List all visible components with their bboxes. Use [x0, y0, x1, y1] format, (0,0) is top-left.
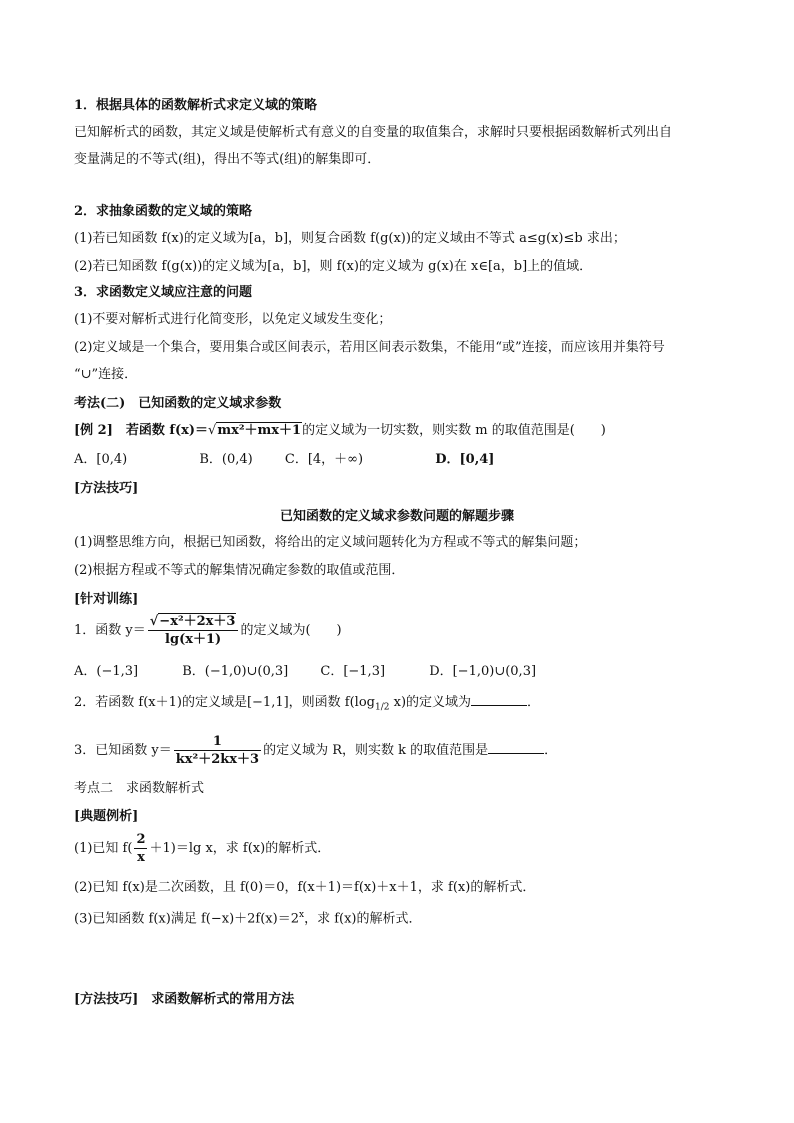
- paragraph: (1)不要对解析式进行化简变形，以免定义域发生变化；: [74, 312, 392, 327]
- option-b: B．(0,4): [199, 452, 253, 467]
- radicand: mx²＋mx＋1: [217, 423, 302, 438]
- option-a: A．[0,4): [74, 452, 128, 467]
- example-item: [74, 906, 421, 928]
- q3-prefix: 3．已知函数 y＝: [74, 743, 172, 758]
- answer-blank[interactable]: [488, 741, 544, 754]
- exponent: x: [298, 910, 305, 920]
- fraction-numerator: 1: [174, 734, 261, 751]
- paragraph: “∪”连接．: [74, 367, 138, 382]
- method-tag: [方法技巧] 求函数解析式的常用方法: [74, 992, 295, 1007]
- question-2: [74, 693, 540, 717]
- option-d: D．[0,4]: [435, 452, 495, 467]
- option-d: D．[−1,0)∪(0,3]: [429, 664, 537, 679]
- fraction-denominator: x: [137, 850, 145, 865]
- q1-prefix: 1．函数 y＝: [74, 623, 146, 638]
- answer-options: [74, 663, 536, 681]
- fraction-denominator: kx²＋2kx＋3: [175, 752, 260, 767]
- q3-stem: 的定义域为 R，则实数 k 的取值范围是: [263, 743, 489, 758]
- option-c: C．[4，＋∞): [284, 452, 364, 467]
- q2-stem: x)的定义域为: [389, 695, 472, 710]
- fraction-numerator: 2: [136, 832, 146, 847]
- q2-prefix: 2．若函数 f(x＋1)的定义域是[−1,1]，则函数 f(log: [74, 695, 375, 710]
- item-stem: ，求 f(x)的解析式．: [304, 911, 422, 927]
- option-c: C．[−1,3]: [320, 664, 386, 679]
- item-prefix: (1)已知 f(: [74, 841, 133, 856]
- question-1: [74, 614, 342, 647]
- section-heading: 2．求抽象函数的定义域的策略: [74, 204, 253, 219]
- practice-tag: [针对训练]: [74, 592, 139, 607]
- method-tag: [方法技巧]: [74, 481, 139, 496]
- question-3: [74, 734, 557, 767]
- q3-end: ．: [544, 743, 558, 758]
- example-tag: [典题例析]: [74, 809, 139, 824]
- paragraph: (1)若已知函数 f(x)的定义域为[a，b]，则复合函数 f(g(x))的定义域由不等式 a≤g(x)≤b 求出；: [74, 231, 626, 246]
- section-heading: 考点二 求函数解析式: [74, 781, 205, 796]
- item-prefix: (3)已知函数 f(x)满足 f(−x)＋2f(x)＝2: [74, 911, 299, 927]
- example-item: [74, 832, 330, 865]
- example-item: (2)已知 f(x)是二次函数，且 f(0)＝0，f(x＋1)＝f(x)＋x＋1，求 f(x)的解析式．: [74, 880, 536, 895]
- fraction-numerator: √−x²＋2x＋3: [148, 614, 239, 631]
- item-stem: ＋1)＝lg x，求 f(x)的解析式．: [149, 841, 331, 856]
- example-stem: 的定义域为一切实数，则实数 m 的取值范围是( ): [302, 423, 606, 438]
- log-base: 1/2: [375, 702, 390, 713]
- option-b: B．(−1,0)∪(0,3]: [182, 664, 289, 679]
- section-heading: 1．根据具体的函数解析式求定义域的策略: [74, 98, 318, 113]
- q2-end: ．: [527, 695, 541, 710]
- section-heading: 3．求函数定义域应注意的问题: [74, 285, 253, 300]
- fraction: [134, 832, 147, 865]
- example-question: [74, 422, 606, 440]
- paragraph: (2)根据方程或不等式的解集情况确定参数的取值或范围．: [74, 563, 405, 578]
- paragraph: (2)若已知函数 f(g(x))的定义域为[a，b]，则 f(x)的定义域为 g(x)在 x∈[a，b]上的值域．: [74, 259, 593, 274]
- paragraph: (1)调整思维方向，根据已知函数，将给出的定义域问题转化为方程或不等式的解集问题；: [74, 535, 587, 550]
- q1-stem: 的定义域为( ): [240, 623, 342, 638]
- paragraph: (2)定义域是一个集合，要用集合或区间表示，若用区间表示数集，不能用“或”连接，而应该用并集符号: [74, 340, 665, 355]
- answer-options: [74, 451, 494, 469]
- fraction-denominator: lg(x＋1): [165, 632, 222, 647]
- method-title: 已知函数的定义域求参数问题的解题步骤: [279, 509, 514, 524]
- radicand: −x²＋2x＋3: [159, 614, 236, 629]
- fraction: [148, 614, 239, 647]
- example-prefix: [例 2] 若函数 f(x)＝: [74, 423, 209, 438]
- section-heading: 考法(二) 已知函数的定义域求参数: [74, 396, 282, 411]
- answer-blank[interactable]: [471, 693, 527, 706]
- paragraph: 变量满足的不等式(组)，得出不等式(组)的解集即可．: [74, 152, 381, 167]
- radical-sign: √: [208, 423, 217, 438]
- paragraph: 已知解析式的函数，其定义域是使解析式有意义的自变量的取值集合，求解时只要根据函数解析式列出自: [74, 125, 673, 140]
- option-a: A．(−1,3]: [74, 664, 139, 679]
- fraction: [174, 734, 261, 767]
